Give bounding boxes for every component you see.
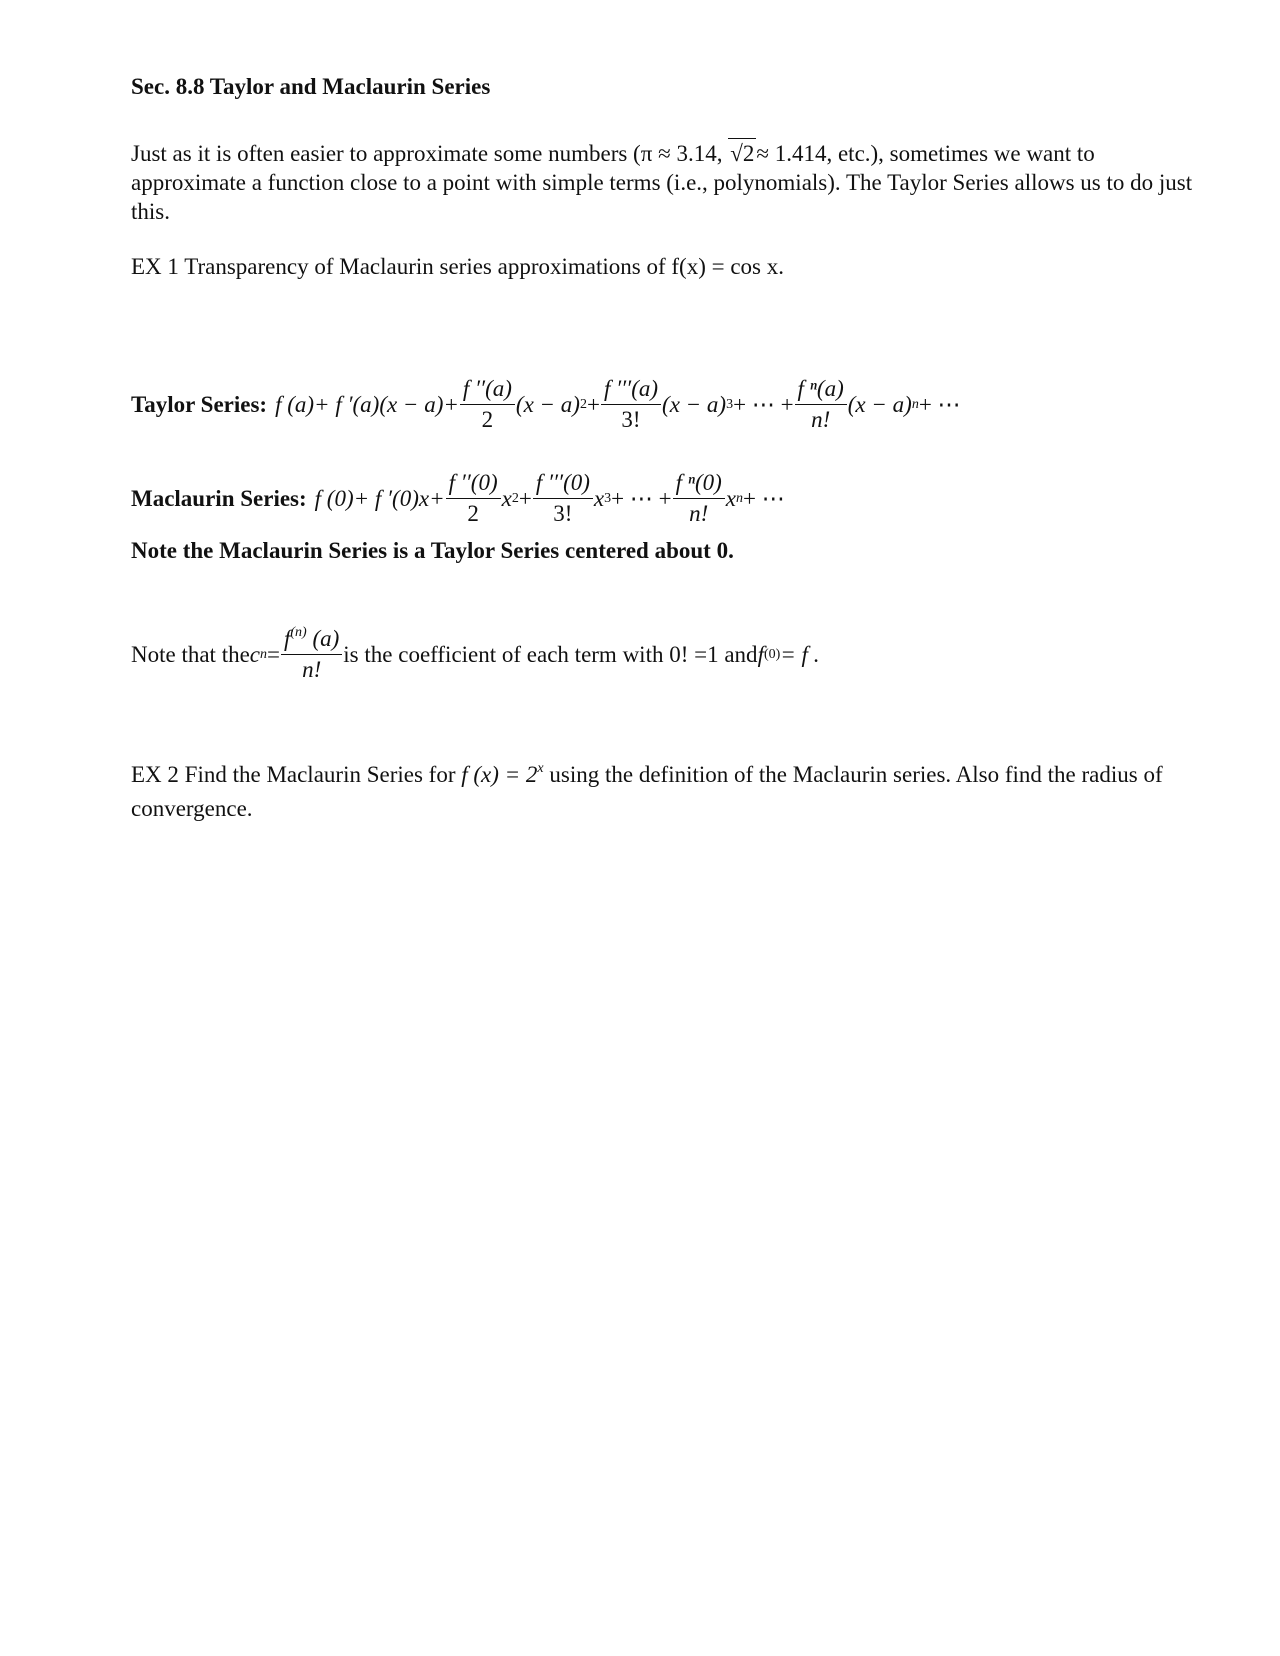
fraction-denominator: 2 bbox=[481, 407, 494, 432]
fraction-denominator: n! bbox=[811, 407, 831, 432]
taylor-formula-body: f (a)+ f ′(a)(x − a)+ $\frac{f ''(a)}{2}$ (x − a) 2 + $\frac{f '''(a)}{3!}$ (x − a) 3 + ⋯ + $\frac{\text{f ⁿ(a)}}{n!}$ (x − a) n + ⋯ bbox=[275, 376, 961, 432]
numerator-superscript: (n) bbox=[290, 625, 307, 640]
taylor-term-n: (x − a) bbox=[847, 391, 912, 417]
fraction-numerator: f ′′′(0) bbox=[533, 470, 593, 499]
maclaurin-term-n: x bbox=[725, 485, 736, 511]
intro-text-rest: ≈ 1.414, etc.), sometimes we want to approximate a function close to a point with simple terms (i.e., polynomials). The Taylor Series allows us to do just this. bbox=[131, 141, 1193, 224]
maclaurin-series-formula bbox=[131, 470, 785, 527]
fraction-denominator: 2 bbox=[467, 501, 479, 526]
fraction-denominator: n! bbox=[302, 657, 322, 682]
maclaurin-third-derivative-fraction bbox=[533, 470, 593, 527]
taylor-term-3: (x − a) bbox=[662, 391, 727, 417]
plus-sign: + bbox=[586, 391, 600, 417]
coef-end-text: = f . bbox=[780, 641, 820, 667]
sqrt-two bbox=[728, 138, 756, 168]
taylor-second-derivative-fraction bbox=[460, 376, 515, 433]
ex2-lead: EX 2 Find the Maclaurin Series for bbox=[131, 762, 462, 787]
example-2-text bbox=[131, 758, 1201, 826]
fraction-numerator bbox=[281, 626, 342, 655]
pi-approx: π ≈ 3.14, bbox=[640, 141, 729, 166]
taylor-series-formula bbox=[131, 376, 961, 433]
coefficient-note: Note that the c n = $\frac{f^{(n)} (a)}{n!}$ is the coefficient of each term with 0! =1 and f (0) = f . bbox=[131, 625, 820, 682]
intro-text-start: Just as it is often easier to approximate some numbers ( bbox=[131, 141, 641, 166]
ellipsis-tail: + ⋯ bbox=[743, 485, 785, 511]
maclaurin-term-3: x bbox=[593, 485, 605, 511]
sqrt-radicand: √2 bbox=[728, 138, 756, 168]
coef-lead-text: Note that the bbox=[131, 641, 250, 667]
numerator-f: f bbox=[284, 626, 291, 651]
plus-sign: + bbox=[518, 485, 532, 511]
ex2-function-exponent: x bbox=[537, 761, 544, 776]
maclaurin-nth-derivative-fraction bbox=[673, 470, 725, 527]
f-zero-symbol: f bbox=[757, 641, 764, 667]
ellipsis-plus: + ⋯ + bbox=[611, 485, 672, 511]
cn-symbol: c bbox=[249, 641, 261, 667]
numerator-arg: (a) bbox=[306, 626, 340, 651]
ex2-function: f (x) = 2 bbox=[461, 762, 538, 787]
equals-sign: = bbox=[267, 641, 280, 667]
maclaurin-term-2: x bbox=[501, 485, 512, 511]
fraction-denominator: 3! bbox=[621, 407, 641, 432]
taylor-term-2: (x − a) bbox=[515, 391, 580, 417]
coef-mid-text: is the coefficient of each term with 0! =1 and bbox=[343, 641, 758, 667]
maclaurin-formula-body: f (0)+ f ′(0)x+ $\frac{f ''(0)}{2}$ x 2 + $\frac{f '''(0)}{3!}$ x 3 + ⋯ + $\frac{\text{f ⁿ(0)}}{n!}$ x n + ⋯ bbox=[314, 470, 785, 526]
taylor-nth-derivative-fraction bbox=[795, 376, 847, 433]
fraction-denominator: n! bbox=[689, 501, 709, 526]
fraction-numerator: f ′′′(a) bbox=[601, 376, 661, 405]
fraction-numerator: f ′′(0) bbox=[446, 470, 501, 499]
coefficient-fraction bbox=[281, 626, 342, 683]
maclaurin-centered-note: Note the Maclaurin Series is a Taylor Series centered about 0. bbox=[131, 538, 734, 563]
taylor-third-derivative-fraction bbox=[601, 376, 661, 433]
fraction-numerator: f ′′(a) bbox=[460, 376, 515, 405]
maclaurin-series-label: Maclaurin Series: bbox=[131, 485, 307, 511]
intro-paragraph bbox=[131, 138, 1201, 226]
taylor-series-label: Taylor Series: bbox=[131, 391, 268, 417]
taylor-lead-terms: f (a)+ f ′(a)(x − a)+ bbox=[275, 391, 459, 417]
ellipsis-plus: + ⋯ + bbox=[733, 391, 794, 417]
ellipsis-tail: + ⋯ bbox=[918, 391, 961, 417]
ex2-rest: using the definition of the Maclaurin series. Also find the radius of convergence. bbox=[131, 762, 1163, 821]
section-title: Sec. 8.8 Taylor and Maclaurin Series bbox=[131, 74, 491, 99]
fraction-numerator: f ⁿ(0) bbox=[673, 470, 725, 499]
maclaurin-lead-terms: f (0)+ f ′(0)x+ bbox=[314, 485, 445, 511]
maclaurin-second-derivative-fraction bbox=[446, 470, 501, 527]
fraction-denominator: 3! bbox=[553, 501, 573, 526]
fraction-numerator: f ⁿ(a) bbox=[795, 376, 847, 405]
example-1-text: EX 1 Transparency of Maclaurin series approximations of f(x) = cos x. bbox=[131, 254, 784, 279]
